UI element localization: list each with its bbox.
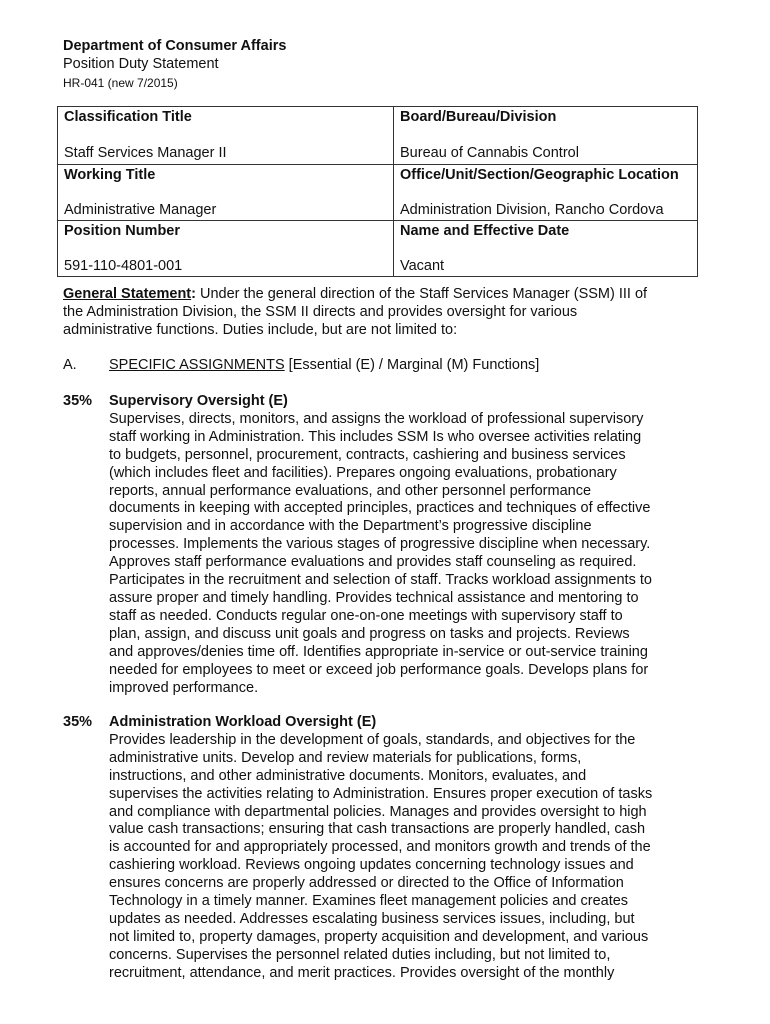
duty-line: improved performance. (109, 679, 259, 696)
duty-line: is accounted for and appropriately processed, and monitors growth and trends of the (109, 839, 651, 856)
duty-line: reports, annual performance evaluations, and other personnel performance (109, 482, 592, 499)
duty-line: Technology in a timely manner. Examines fleet management policies and creates (109, 893, 629, 910)
duty-body (109, 411, 713, 698)
cell-value: Vacant (400, 257, 445, 274)
duty-line: supervises the activities relating to Administration. Ensures proper execution of tasks (109, 785, 653, 802)
cell-label: Working Title (64, 167, 156, 183)
general-statement-line: administrative functions. Duties include, but are not limited to: (63, 321, 458, 338)
cell-value: Administrative Manager (64, 201, 217, 218)
duty-line: assure proper and timely handling. Provides technical assistance and mentoring to (109, 589, 639, 606)
duty-line: instructions, and other administrative documents. Monitors, evaluates, and (109, 767, 587, 784)
duty-line: recruitment, attendance, and merit practices. Provides oversight of the monthly (109, 964, 615, 981)
duty-line: not limited to, property damages, property acquisition and development, and various (109, 928, 649, 945)
office-location-cell (394, 165, 698, 221)
cell-label: Office/Unit/Section/Geographic Location (400, 167, 679, 183)
duty-line: plan, assign, and discuss unit goals and progress on tasks and projects. Reviews (109, 625, 630, 642)
duty-line: Approves staff performance evaluations and provides staff counseling as required. (109, 554, 637, 571)
board-bureau-division-cell (394, 107, 698, 165)
general-statement-line: the Administration Division, the SSM II directs and provides oversight for various (63, 303, 578, 320)
general-statement-label: General Statement (63, 286, 192, 302)
duty-line: value cash transactions; ensuring that cash transactions are properly handled, cash (109, 821, 646, 838)
duty-line: needed for employees to meet or exceed job performance goals. Develops plans for (109, 661, 649, 678)
duty-line: to budgets, personnel, procurement, contracts, cashiering and business services (109, 446, 626, 463)
table-row (58, 220, 698, 276)
duty-line: ensures concerns are properly addressed or directed to the Office of Information (109, 875, 624, 892)
cell-value: Bureau of Cannabis Control (400, 144, 579, 161)
duty-line: processes. Implements the various stages of progressive discipline when necessary. (109, 536, 651, 553)
general-statement: General Statement: Under the general direction of the Staff Services Manager (SSM) III of the Administration Division, the SSM II directs and provides oversight for various administrative functions. Duties include, but are not limited to: (63, 286, 648, 338)
duty-line: staff working in Administration. This includes SSM Is who oversee activities relating (109, 428, 642, 445)
cell-label: Position Number (64, 222, 181, 239)
duty-administration-workload (63, 714, 713, 983)
duty-title: Administration Workload Oversight (E) (109, 714, 377, 730)
cell-value: 591-110-4801-001 (64, 257, 183, 274)
duty-line: and compliance with departmental policies. Manages and provides oversight to high (109, 803, 647, 820)
duty-percent: 35% (63, 714, 93, 730)
duty-body (109, 732, 713, 983)
cell-label: Name and Effective Date (400, 222, 570, 239)
department-heading: Department of Consumer Affairs (63, 38, 287, 54)
document-title: Position Duty Statement (63, 56, 219, 72)
duty-percent: 35% (63, 393, 93, 409)
duty-line: documents in keeping with accepted principles, practices and techniques of effective (109, 500, 651, 517)
duty-line: updates as needed. Addresses escalating business services issues, including, but (109, 910, 635, 927)
duty-line: administrative units. Develop and review materials for publications, forms, (109, 749, 582, 766)
duty-line: cashiering workload. Reviews ongoing updates concerning technology issues and (109, 857, 634, 874)
cell-value: Administration Division, Rancho Cordova (400, 201, 664, 218)
position-number-cell (58, 220, 394, 276)
duty-line: Provides leadership in the development of goals, standards, and objectives for the (109, 731, 636, 748)
duty-supervisory-oversight (63, 393, 713, 697)
cell-label: Classification Title (64, 109, 192, 125)
table-row (58, 165, 698, 221)
general-statement-line: Under the general direction of the Staff Services Manager (SSM) III of (195, 286, 648, 302)
name-effective-date-cell (394, 220, 698, 276)
duty-line: supervision and in accordance with the Department’s progressive discipline (109, 518, 592, 535)
section-title: SPECIFIC ASSIGNMENTS (109, 357, 285, 373)
duty-title: Supervisory Oversight (E) (109, 393, 288, 409)
duty-line: and approves/denies time off. Identifies appropriate in-service or out-service training (109, 643, 648, 660)
cell-value: Staff Services Manager II (64, 144, 227, 161)
table-row (58, 107, 698, 165)
duty-line: Supervises, directs, monitors, and assigns the workload of professional supervisory (109, 410, 644, 427)
form-id: HR-041 (new 7/2015) (63, 76, 178, 90)
working-title-cell (58, 165, 394, 221)
duty-line: concerns. Supervises the personnel related duties including, but not limited to, (109, 946, 611, 963)
cell-label: Board/Bureau/Division (400, 109, 557, 125)
section-a-heading (63, 357, 723, 375)
position-info-table (57, 106, 698, 277)
section-letter: A. (63, 357, 77, 373)
duty-line: Participates in the recruitment and selection of staff. Tracks workload assignments to (109, 572, 652, 589)
duty-line: (which includes fleet and facilities). Prepares ongoing evaluations, probationary (109, 464, 617, 481)
duty-line: staff as needed. Conducts regular one-on-one meetings with supervisory staff to (109, 607, 623, 624)
section-suffix: [Essential (E) / Marginal (M) Functions] (284, 357, 540, 373)
classification-title-cell (58, 107, 394, 165)
